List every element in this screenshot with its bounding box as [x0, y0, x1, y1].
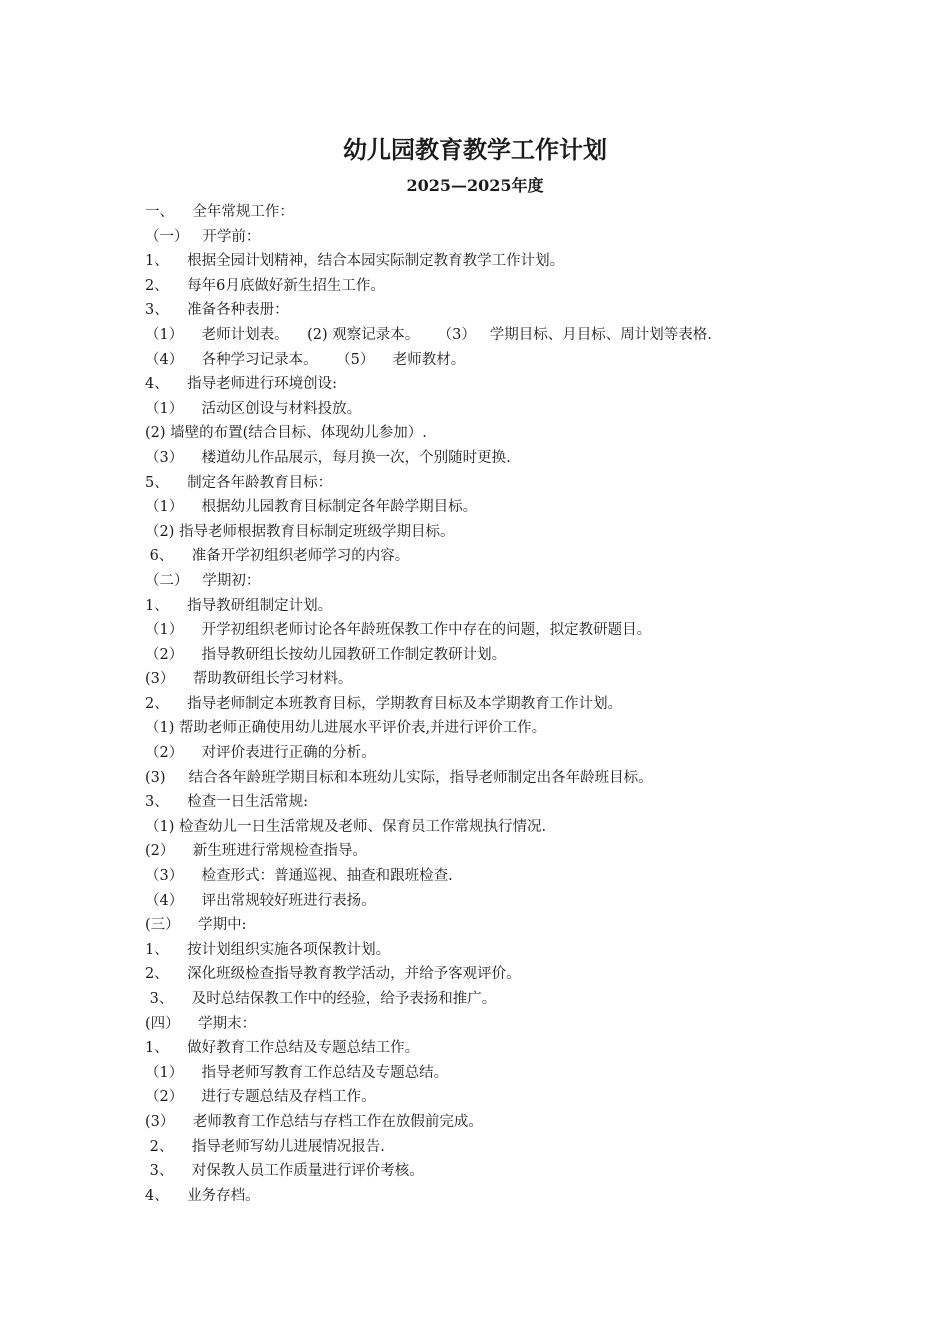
text-line: 3、 检查一日生活常规: [145, 794, 309, 811]
text-line: 5、 制定各年龄教育目标： [145, 474, 333, 491]
document-title: 幼儿园教育教学工作计划 [343, 135, 607, 164]
text-line: (2） 新生班进行常规检查指导。 [145, 843, 367, 860]
text-line: 2、 每年6月底做好新生招生工作。 [145, 277, 385, 294]
text-line: (三） 学期中: [145, 917, 247, 934]
text-line: （1） 指导老师写教育工作总结及专题总结。 [145, 1064, 449, 1081]
document-body [145, 200, 845, 1208]
text-line: （2) 指导老师根据教育目标制定班级学期目标。 [145, 523, 455, 540]
text-line: 4、 指导老师进行环境创设: [145, 376, 338, 393]
text-line: （3） 楼道幼儿作品展示，每月换一次，个别随时更换. [145, 449, 511, 466]
text-line: 一、 全年常规工作： [145, 204, 294, 220]
text-line: 3、 准备各种表册： [145, 302, 289, 319]
text-line: （2） 进行专题总结及存档工作。 [145, 1089, 376, 1106]
text-line: 1、 做好教育工作总结及专题总结工作。 [145, 1040, 420, 1057]
text-line: （2） 指导教研组长按幼儿园教研工作制定教研计划。 [145, 646, 507, 663]
text-line: （一） 开学前： [145, 228, 261, 245]
text-line: 2、 指导老师制定本班教育目标，学期教育目标及本学期教育工作计划。 [145, 695, 623, 712]
text-line: 3、 及时总结保教工作中的经验，给予表扬和推广。 [145, 991, 497, 1007]
document-subtitle: 2025—2025年度 [406, 176, 544, 195]
text-line: （1） 根据幼儿园教育目标制定各年龄学期目标。 [145, 499, 478, 516]
text-line: 4、 业务存档。 [145, 1187, 260, 1204]
text-line: （1） 老师计划表。 (2) 观察记录本。 （3） 学期目标、月目标、周计划等表格. [145, 326, 712, 343]
text-line: （1） 开学初组织老师讨论各年龄班保教工作中存在的问题，拟定教研题目。 [145, 622, 652, 639]
text-line: （1） 活动区创设与材料投放。 [145, 400, 362, 417]
text-line: 1、 按计划组织实施各项保教计划。 [145, 941, 391, 958]
text-line: 6、 准备开学初组织老师学习的内容。 [145, 548, 410, 565]
text-line: (3） 老师教育工作总结与存档工作在放假前完成。 [145, 1113, 483, 1130]
text-line: 1、 指导教研组制定计划。 [145, 597, 333, 614]
text-line: (2) 墙壁的布置(结合目标、体现幼儿参加）. [145, 425, 427, 442]
text-line: 3、 对保教人员工作质量进行评价考核。 [145, 1163, 424, 1180]
text-line: （2） 对评价表进行正确的分析。 [145, 745, 376, 762]
text-line: （二） 学期初： [145, 572, 261, 589]
text-line: (四） 学期末： [145, 1015, 257, 1032]
text-line: （4） 评出常规较好班进行表扬。 [145, 892, 376, 909]
text-line: （1) 检查幼儿一日生活常规及老师、保育员工作常规执行情况. [145, 818, 547, 835]
text-line: (3） 帮助教研组长学习材料。 [145, 671, 353, 688]
text-line: 2、 深化班级检查指导教育教学活动，并给予客观评价。 [145, 966, 521, 983]
text-line: 2、 指导老师写幼儿进展情况报告. [145, 1138, 385, 1155]
text-line: （3） 检查形式：普通巡视、抽查和跟班检查. [145, 868, 453, 885]
text-line: 1、 根据全园计划精神，结合本园实际制定教育教学工作计划。 [145, 253, 565, 270]
text-line: （1) 帮助老师正确使用幼儿进展水平评价表,并进行评价工作。 [145, 720, 547, 737]
text-line: （4） 各种学习记录本。 （5） 老师教材。 [145, 351, 466, 368]
text-line: (3) 结合各年龄班学期目标和本班幼儿实际，指导老师制定出各年龄班目标。 [145, 769, 653, 786]
